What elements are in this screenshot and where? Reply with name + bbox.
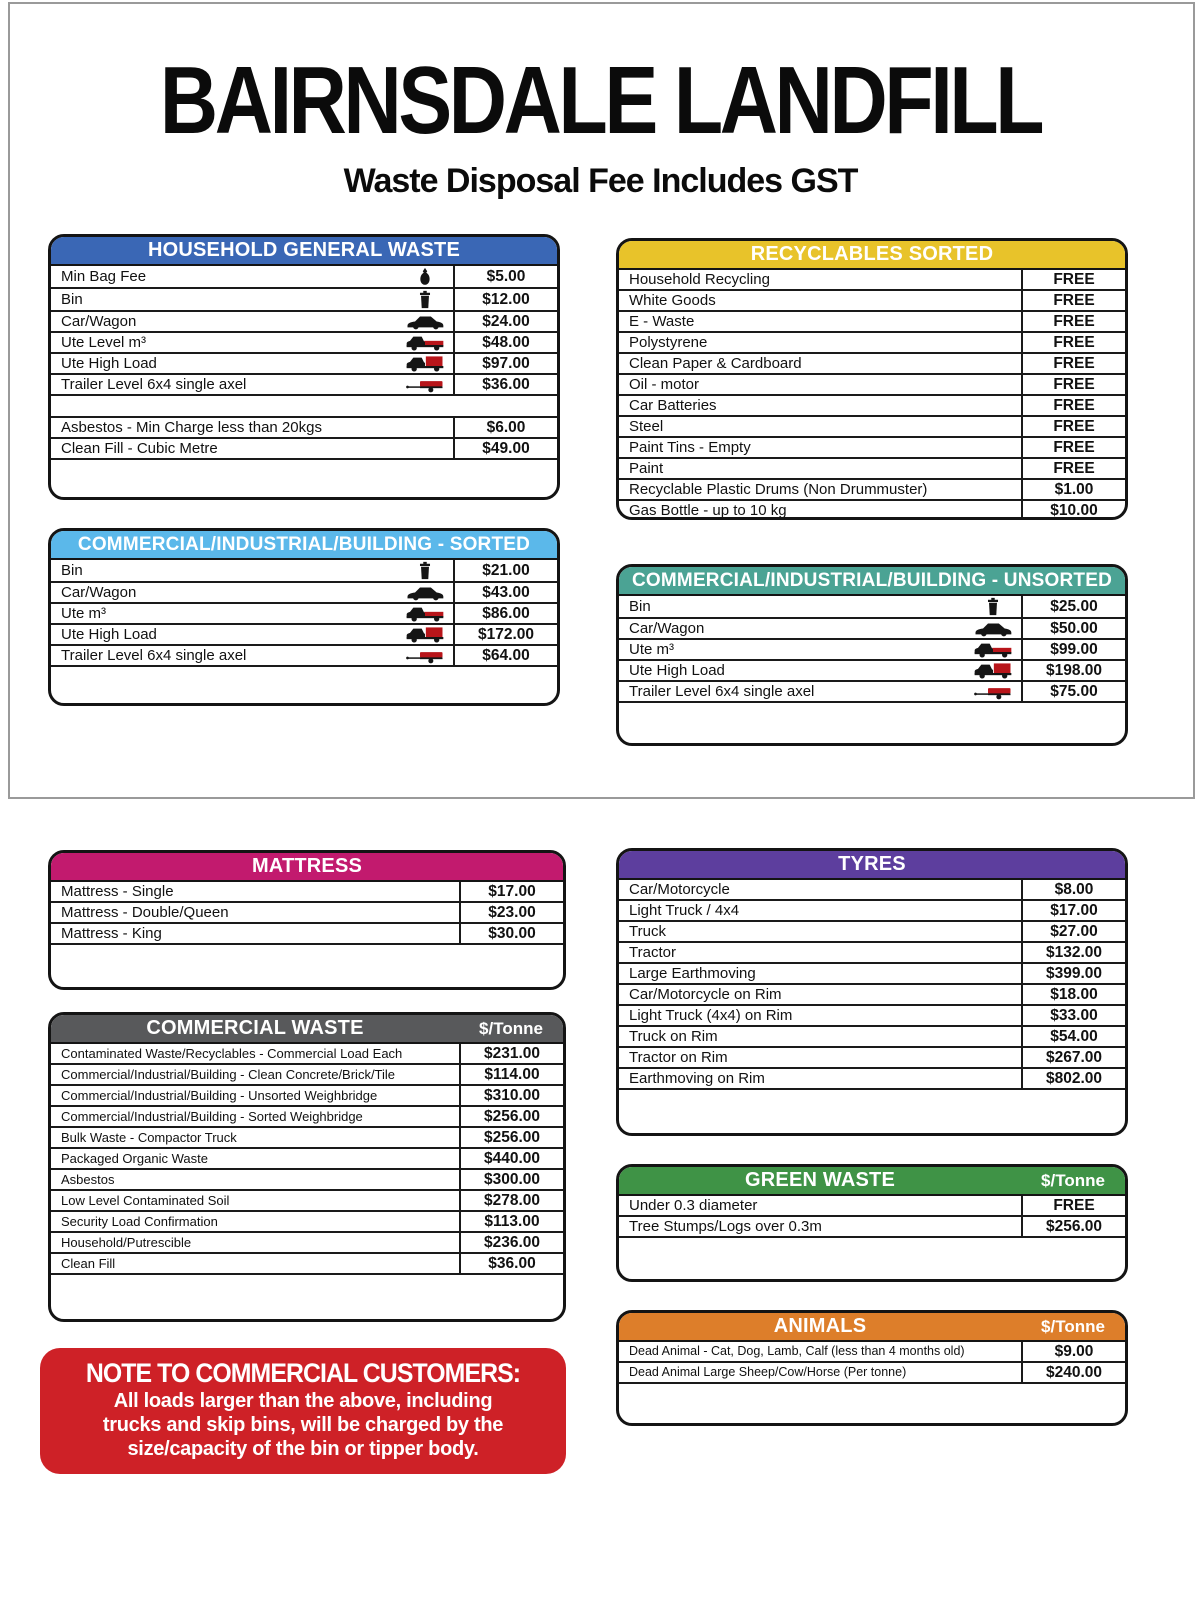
row-label-cell bbox=[51, 333, 453, 352]
table-row bbox=[619, 922, 1125, 943]
row-label-cell bbox=[51, 375, 453, 394]
table-empty-space bbox=[51, 667, 557, 703]
table-row bbox=[619, 640, 1125, 661]
animals-table bbox=[616, 1310, 1128, 1426]
row-price: $5.00 bbox=[453, 266, 557, 287]
row-price: $114.00 bbox=[459, 1065, 563, 1084]
row-price: $278.00 bbox=[459, 1191, 563, 1210]
row-label: Commercial/Industrial/Building - Sorted Weighbridge bbox=[61, 1109, 363, 1124]
row-price: FREE bbox=[1021, 438, 1125, 457]
row-label: Recyclable Plastic Drums (Non Drummuster) bbox=[629, 481, 928, 498]
tyres-table bbox=[616, 848, 1128, 1136]
row-price: $18.00 bbox=[1021, 985, 1125, 1004]
row-label: Car Batteries bbox=[629, 397, 717, 414]
row-price: $17.00 bbox=[1021, 901, 1125, 920]
table-empty-space bbox=[619, 1090, 1125, 1133]
row-price: $172.00 bbox=[453, 625, 557, 644]
row-price: $33.00 bbox=[1021, 1006, 1125, 1025]
row-label-cell bbox=[51, 882, 459, 901]
ute-high-load-icon bbox=[405, 626, 445, 643]
row-label: Clean Paper & Cardboard bbox=[629, 355, 802, 372]
table-row bbox=[619, 1363, 1125, 1384]
row-price: $198.00 bbox=[1021, 661, 1125, 680]
row-label: Ute m³ bbox=[629, 641, 674, 658]
table-empty-space bbox=[51, 945, 563, 987]
trailer-icon bbox=[405, 376, 445, 393]
row-label: Light Truck / 4x4 bbox=[629, 902, 740, 919]
row-label: Security Load Confirmation bbox=[61, 1214, 218, 1229]
row-label: Dead Animal - Cat, Dog, Lamb, Calf (less than 4 months old) bbox=[629, 1344, 965, 1358]
table-row bbox=[619, 1048, 1125, 1069]
table-row bbox=[51, 1128, 563, 1149]
table-row bbox=[51, 312, 557, 333]
table-empty-space bbox=[51, 460, 557, 497]
row-label: Asbestos bbox=[61, 1172, 115, 1187]
row-label-cell bbox=[619, 480, 1021, 499]
household-header bbox=[51, 237, 557, 266]
table-row bbox=[51, 625, 557, 646]
row-label: Clean Fill - Cubic Metre bbox=[61, 440, 218, 457]
table-row bbox=[51, 924, 563, 945]
bin-icon bbox=[405, 561, 445, 580]
row-price: $48.00 bbox=[453, 333, 557, 352]
table-row bbox=[619, 596, 1125, 619]
row-label: Light Truck (4x4) on Rim bbox=[629, 1007, 793, 1024]
commercial-customers-note bbox=[40, 1348, 566, 1474]
page-subtitle: Waste Disposal Fee Includes GST bbox=[343, 162, 858, 200]
tyres-header bbox=[619, 851, 1125, 880]
row-price: FREE bbox=[1021, 291, 1125, 310]
green-waste-header bbox=[619, 1167, 1125, 1196]
row-price: FREE bbox=[1021, 459, 1125, 478]
car-icon bbox=[973, 620, 1013, 637]
table-row bbox=[619, 354, 1125, 375]
row-price: $236.00 bbox=[459, 1233, 563, 1252]
row-label-cell bbox=[51, 1191, 459, 1210]
row-label: Tractor bbox=[629, 944, 676, 961]
row-price: $21.00 bbox=[453, 560, 557, 581]
table-row bbox=[619, 396, 1125, 417]
row-label: Car/Wagon bbox=[629, 620, 705, 637]
table-row bbox=[51, 354, 557, 375]
per-tonne-label: $/Tonne bbox=[1041, 1170, 1105, 1190]
spacer-row bbox=[51, 396, 557, 418]
row-price: FREE bbox=[1021, 396, 1125, 415]
row-label: Mattress - King bbox=[61, 925, 162, 942]
row-label-cell bbox=[51, 560, 453, 581]
row-label: Bulk Waste - Compactor Truck bbox=[61, 1130, 237, 1145]
row-label: Asbestos - Min Charge less than 20kgs bbox=[61, 419, 322, 436]
row-price: $113.00 bbox=[459, 1212, 563, 1231]
row-price: $17.00 bbox=[459, 882, 563, 901]
page-title: BAIRNSDALE LANDFILL bbox=[159, 47, 1042, 154]
table-row bbox=[51, 439, 557, 460]
table-row bbox=[619, 417, 1125, 438]
row-label-cell bbox=[619, 354, 1021, 373]
row-price: $10.00 bbox=[1021, 501, 1125, 520]
row-price: $23.00 bbox=[459, 903, 563, 922]
row-label: Mattress - Single bbox=[61, 883, 174, 900]
row-label-cell bbox=[51, 1086, 459, 1105]
row-label-cell bbox=[619, 291, 1021, 310]
row-price: $132.00 bbox=[1021, 943, 1125, 962]
table-empty-space bbox=[619, 1384, 1125, 1423]
row-label: Commercial/Industrial/Building - Unsorted Weighbridge bbox=[61, 1088, 378, 1103]
cib-unsorted-header bbox=[619, 567, 1125, 596]
row-label-cell bbox=[51, 1254, 459, 1273]
table-row bbox=[51, 604, 557, 625]
row-label-cell bbox=[51, 604, 453, 623]
row-label-cell bbox=[619, 396, 1021, 415]
row-label-cell bbox=[51, 418, 453, 437]
table-row bbox=[51, 903, 563, 924]
row-price: FREE bbox=[1021, 333, 1125, 352]
table-row bbox=[619, 1217, 1125, 1238]
animals-header bbox=[619, 1313, 1125, 1342]
row-price: $97.00 bbox=[453, 354, 557, 373]
table-row bbox=[619, 1006, 1125, 1027]
row-price: $49.00 bbox=[453, 439, 557, 458]
row-label-cell bbox=[619, 1027, 1021, 1046]
table-row bbox=[51, 560, 557, 583]
row-label: Contaminated Waste/Recyclables - Commercial Load Each bbox=[61, 1046, 403, 1061]
row-label-cell bbox=[51, 439, 453, 458]
table-row bbox=[619, 661, 1125, 682]
row-label: Large Earthmoving bbox=[629, 965, 756, 982]
table-row bbox=[619, 480, 1125, 501]
row-price: $440.00 bbox=[459, 1149, 563, 1168]
row-label-cell bbox=[51, 1107, 459, 1126]
row-price: $9.00 bbox=[1021, 1342, 1125, 1361]
row-label: Trailer Level 6x4 single axel bbox=[61, 376, 247, 393]
note-title: NOTE TO COMMERCIAL CUSTOMERS: bbox=[85, 1358, 521, 1388]
row-label: Household/Putrescible bbox=[61, 1235, 192, 1250]
row-label-cell bbox=[51, 1212, 459, 1231]
ute-high-load-icon bbox=[973, 662, 1013, 679]
row-label: Bin bbox=[61, 562, 83, 579]
table-row bbox=[51, 1170, 563, 1191]
table-row bbox=[51, 882, 563, 903]
row-label-cell bbox=[51, 625, 453, 644]
table-row bbox=[619, 501, 1125, 520]
row-price: $8.00 bbox=[1021, 880, 1125, 899]
row-label-cell bbox=[619, 417, 1021, 436]
row-label-cell bbox=[51, 1065, 459, 1084]
car-icon bbox=[405, 584, 445, 601]
table-row bbox=[619, 943, 1125, 964]
row-label: Truck on Rim bbox=[629, 1028, 718, 1045]
trailer-icon bbox=[973, 683, 1013, 700]
row-label: Truck bbox=[629, 923, 666, 940]
row-label-cell bbox=[619, 661, 1021, 680]
note-line: size/capacity of the bin or tipper body. bbox=[127, 1438, 479, 1460]
row-price: $86.00 bbox=[453, 604, 557, 623]
row-label: Bin bbox=[629, 598, 651, 615]
row-price: $25.00 bbox=[1021, 596, 1125, 617]
row-label: Polystyrene bbox=[629, 334, 708, 351]
bin-icon bbox=[405, 290, 445, 309]
row-price: $27.00 bbox=[1021, 922, 1125, 941]
commercial-waste-table bbox=[48, 1012, 566, 1322]
row-label: Low Level Contaminated Soil bbox=[61, 1193, 230, 1208]
table-row bbox=[51, 1086, 563, 1107]
row-label-cell bbox=[51, 1128, 459, 1147]
row-label-cell bbox=[619, 619, 1021, 638]
row-label: Car/Motorcycle bbox=[629, 881, 730, 898]
table-row bbox=[51, 1254, 563, 1275]
row-label: Earthmoving on Rim bbox=[629, 1070, 765, 1087]
ute-level-icon bbox=[973, 641, 1013, 658]
row-label-cell bbox=[619, 1069, 1021, 1088]
row-label: Bin bbox=[61, 291, 83, 308]
row-label: Household Recycling bbox=[629, 271, 770, 288]
row-label-cell bbox=[51, 646, 453, 665]
table-row bbox=[51, 1212, 563, 1233]
row-label-cell bbox=[619, 985, 1021, 1004]
table-row bbox=[619, 964, 1125, 985]
row-price: $36.00 bbox=[453, 375, 557, 394]
mattress-header bbox=[51, 853, 563, 882]
table-row bbox=[51, 583, 557, 604]
tyres-title: TYRES bbox=[838, 853, 906, 875]
table-row bbox=[51, 1107, 563, 1128]
mattress-table bbox=[48, 850, 566, 990]
row-label-cell bbox=[619, 1363, 1021, 1382]
row-label: Clean Fill bbox=[61, 1256, 116, 1271]
row-price: FREE bbox=[1021, 417, 1125, 436]
row-price: $267.00 bbox=[1021, 1048, 1125, 1067]
row-label: Oil - motor bbox=[629, 376, 700, 393]
row-label-cell bbox=[619, 1217, 1021, 1236]
row-label-cell bbox=[619, 501, 1021, 520]
row-price: $54.00 bbox=[1021, 1027, 1125, 1046]
table-row bbox=[619, 270, 1125, 291]
table-row bbox=[51, 418, 557, 439]
row-label: Ute Level m³ bbox=[61, 334, 147, 351]
row-label: Packaged Organic Waste bbox=[61, 1151, 208, 1166]
row-label-cell bbox=[619, 922, 1021, 941]
animals-title: ANIMALS bbox=[773, 1315, 867, 1337]
row-label-cell bbox=[51, 583, 453, 602]
table-row bbox=[619, 312, 1125, 333]
table-row bbox=[619, 375, 1125, 396]
trailer-icon bbox=[405, 647, 445, 664]
table-row bbox=[51, 375, 557, 396]
ute-level-icon bbox=[405, 605, 445, 622]
table-row bbox=[51, 266, 557, 289]
row-price: $50.00 bbox=[1021, 619, 1125, 638]
recyclables-sorted-table bbox=[616, 238, 1128, 520]
row-label: Car/Motorcycle on Rim bbox=[629, 986, 782, 1003]
table-row bbox=[51, 289, 557, 312]
table-row bbox=[51, 1044, 563, 1065]
note-line: All loads larger than the above, including bbox=[113, 1390, 493, 1412]
table-row bbox=[51, 1191, 563, 1212]
row-label: Ute m³ bbox=[61, 605, 106, 622]
row-price: $12.00 bbox=[453, 289, 557, 310]
car-icon bbox=[405, 313, 445, 330]
table-row bbox=[619, 1027, 1125, 1048]
row-label: Mattress - Double/Queen bbox=[61, 904, 229, 921]
row-label-cell bbox=[619, 438, 1021, 457]
green-waste-title: GREEN WASTE bbox=[745, 1169, 895, 1191]
row-price: $231.00 bbox=[459, 1044, 563, 1063]
table-row bbox=[619, 1196, 1125, 1217]
row-label-cell bbox=[51, 289, 453, 310]
cib-sorted-table bbox=[48, 528, 560, 706]
table-row bbox=[619, 1069, 1125, 1090]
row-price: FREE bbox=[1021, 270, 1125, 289]
row-label: White Goods bbox=[629, 292, 716, 309]
row-label: Under 0.3 diameter bbox=[629, 1197, 758, 1214]
per-tonne-label: $/Tonne bbox=[479, 1018, 543, 1038]
recyclables-title: RECYCLABLES SORTED bbox=[750, 243, 994, 265]
table-empty-space bbox=[51, 1275, 563, 1319]
row-label-cell bbox=[619, 1048, 1021, 1067]
note-line: trucks and skip bins, will be charged by the bbox=[102, 1414, 504, 1436]
table-row bbox=[619, 901, 1125, 922]
table-row bbox=[619, 682, 1125, 703]
row-price: FREE bbox=[1021, 354, 1125, 373]
table-row bbox=[51, 333, 557, 354]
row-price: $43.00 bbox=[453, 583, 557, 602]
row-label: E - Waste bbox=[629, 313, 695, 330]
row-label: Gas Bottle - up to 10 kg bbox=[629, 502, 787, 519]
row-price: $6.00 bbox=[453, 418, 557, 437]
table-empty-space bbox=[619, 703, 1125, 743]
household-title: HOUSEHOLD GENERAL WASTE bbox=[147, 239, 461, 261]
table-row bbox=[51, 1065, 563, 1086]
row-label: Dead Animal Large Sheep/Cow/Horse (Per tonne) bbox=[629, 1365, 907, 1379]
table-row bbox=[619, 333, 1125, 354]
row-label: Tree Stumps/Logs over 0.3m bbox=[629, 1218, 822, 1235]
row-label: Trailer Level 6x4 single axel bbox=[629, 683, 815, 700]
row-label-cell bbox=[51, 924, 459, 943]
row-label-cell bbox=[619, 943, 1021, 962]
row-label-cell bbox=[619, 1006, 1021, 1025]
cib-sorted-title: COMMERCIAL/INDUSTRIAL/BUILDING - SORTED bbox=[77, 533, 531, 555]
row-label: Car/Wagon bbox=[61, 584, 137, 601]
row-label: Ute High Load bbox=[61, 355, 157, 372]
row-label: Paint Tins - Empty bbox=[629, 439, 751, 456]
row-price: $1.00 bbox=[1021, 480, 1125, 499]
row-label-cell bbox=[619, 880, 1021, 899]
row-label-cell bbox=[619, 459, 1021, 478]
table-row bbox=[619, 438, 1125, 459]
row-label: Trailer Level 6x4 single axel bbox=[61, 647, 247, 664]
row-price: $256.00 bbox=[1021, 1217, 1125, 1236]
cib-sorted-header bbox=[51, 531, 557, 560]
row-label: Ute High Load bbox=[61, 626, 157, 643]
row-price: $256.00 bbox=[459, 1128, 563, 1147]
bag-icon bbox=[405, 267, 445, 286]
row-label-cell bbox=[619, 312, 1021, 331]
row-price: $310.00 bbox=[459, 1086, 563, 1105]
row-price: $399.00 bbox=[1021, 964, 1125, 983]
table-row bbox=[619, 291, 1125, 312]
row-label-cell bbox=[619, 596, 1021, 617]
row-label: Tractor on Rim bbox=[629, 1049, 728, 1066]
commercial-waste-title: COMMERCIAL WASTE bbox=[146, 1017, 364, 1039]
row-label-cell bbox=[51, 266, 453, 287]
row-label: Ute High Load bbox=[629, 662, 725, 679]
row-label: Paint bbox=[629, 460, 664, 477]
household-general-waste-table bbox=[48, 234, 560, 500]
row-label-cell bbox=[619, 1196, 1021, 1215]
commercial-waste-header bbox=[51, 1015, 563, 1044]
row-price: FREE bbox=[1021, 312, 1125, 331]
bin-icon bbox=[973, 597, 1013, 616]
row-price: $24.00 bbox=[453, 312, 557, 331]
row-label-cell bbox=[619, 640, 1021, 659]
table-row bbox=[619, 985, 1125, 1006]
row-price: $300.00 bbox=[459, 1170, 563, 1189]
row-label-cell bbox=[619, 270, 1021, 289]
ute-level-icon bbox=[405, 334, 445, 351]
table-empty-space bbox=[619, 1238, 1125, 1279]
row-label: Commercial/Industrial/Building - Clean Concrete/Brick/Tile bbox=[61, 1067, 396, 1082]
row-label: Min Bag Fee bbox=[61, 268, 147, 285]
row-label-cell bbox=[51, 312, 453, 331]
row-price: $36.00 bbox=[459, 1254, 563, 1273]
table-row bbox=[51, 646, 557, 667]
table-row bbox=[619, 459, 1125, 480]
row-label-cell bbox=[51, 354, 453, 373]
table-row bbox=[51, 1233, 563, 1254]
row-price: $240.00 bbox=[1021, 1363, 1125, 1382]
per-tonne-label: $/Tonne bbox=[1041, 1316, 1105, 1336]
row-label-cell bbox=[619, 1342, 1021, 1361]
row-price: $256.00 bbox=[459, 1107, 563, 1126]
row-price: $64.00 bbox=[453, 646, 557, 665]
row-label: Car/Wagon bbox=[61, 313, 137, 330]
table-row bbox=[619, 619, 1125, 640]
row-price: $75.00 bbox=[1021, 682, 1125, 701]
green-waste-table bbox=[616, 1164, 1128, 1282]
cib-unsorted-title: COMMERCIAL/INDUSTRIAL/BUILDING - UNSORTED bbox=[631, 569, 1112, 591]
ute-high-load-icon bbox=[405, 355, 445, 372]
row-price: FREE bbox=[1021, 1196, 1125, 1215]
mattress-title: MATTRESS bbox=[251, 855, 363, 877]
row-label-cell bbox=[51, 1149, 459, 1168]
table-row bbox=[619, 1342, 1125, 1363]
row-label-cell bbox=[51, 903, 459, 922]
row-price: $30.00 bbox=[459, 924, 563, 943]
row-label-cell bbox=[51, 1044, 459, 1063]
row-price: $802.00 bbox=[1021, 1069, 1125, 1088]
row-price: $99.00 bbox=[1021, 640, 1125, 659]
table-row bbox=[619, 880, 1125, 901]
row-label-cell bbox=[619, 901, 1021, 920]
row-label-cell bbox=[619, 964, 1021, 983]
row-price: FREE bbox=[1021, 375, 1125, 394]
row-label-cell bbox=[619, 682, 1021, 701]
row-label-cell bbox=[51, 1170, 459, 1189]
row-label-cell bbox=[619, 333, 1021, 352]
row-label-cell bbox=[51, 1233, 459, 1252]
row-label-cell bbox=[619, 375, 1021, 394]
recyclables-header bbox=[619, 241, 1125, 270]
table-row bbox=[51, 1149, 563, 1170]
row-label: Steel bbox=[629, 418, 664, 435]
cib-unsorted-table bbox=[616, 564, 1128, 746]
